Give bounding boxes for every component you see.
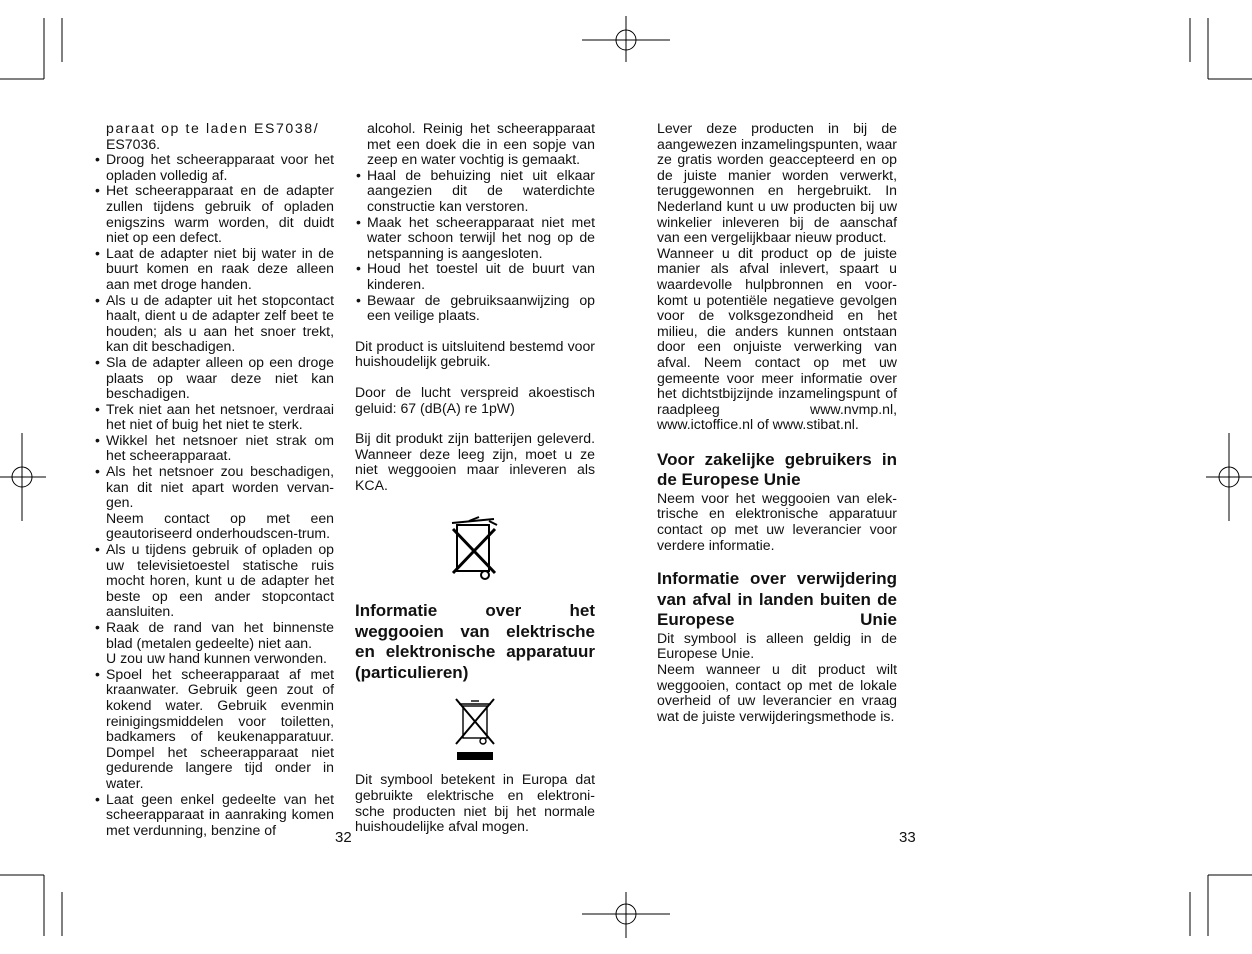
list-item: • Sla de adapter alleen op een droge plaats op waar deze niet kan beschadigen. (94, 355, 334, 402)
business-heading: Voor zakelijke gebruikers in de Europese Unie (657, 449, 897, 490)
crossed-out-wheelie-bin-with-bar-icon (453, 696, 497, 762)
page-number-left: 32 (335, 829, 352, 846)
page-number-right: 33 (899, 829, 916, 846)
list-item: • Haal de behuizing niet uit elkaar aangezien dit de waterdichte constructie kan verstoren. (355, 168, 595, 215)
battery-paragraph: Bij dit produkt zijn batterijen geleverd. Wanneer deze leeg zijn, moet u ze niet weggooien maar inleveren als KCA. (355, 430, 595, 493)
right-column (657, 121, 897, 724)
list-item: • Droog het scheerapparaat voor het opladen volledig af. (94, 152, 334, 183)
list-item-extra: U zou uw hand kunnen verwonden. (106, 650, 327, 667)
symbol-paragraph: Dit symbool betekent in Europa dat gebruikte elektrische en elektroni-sche producten niet bij het normale huishoudelijke afval mogen. (355, 771, 595, 835)
middle-column (355, 121, 595, 835)
noise-paragraph: Door de lucht verspreid akoestisch geluid: 67 (dB(A) re 1pW) (355, 383, 595, 416)
safety-list (94, 152, 334, 838)
continuation-paragraph: alcohol. Reinig het scheerapparaat met een doek die in een sopje van zeep en water vochtig is gemaakt. (367, 120, 595, 168)
crossed-out-wheelie-bin-icon (449, 515, 501, 583)
list-item (94, 620, 334, 667)
continuation-line: paraat op te laden ES7038/ (106, 120, 320, 136)
outside-eu-paragraph: Dit symbool is alleen geldig in de Europese Unie. (657, 629, 897, 662)
list-item: • Trek niet aan het netsnoer, verdraai het niet of buig het niet te sterk. (94, 402, 334, 433)
return-paragraph: Lever deze producten in bij de aangewezen inzamelingspunten, waar ze gratis worden geaccepteerd en op de juiste manier worden verwerkt, teruggewonnen en hergebruikt. In Nederland kunt u uw producten bij uw winkelier inleveren bij de aanschaf van een vergelijkbaar nieuw product. (657, 120, 897, 246)
list-item: • Laat de adapter niet bij water in de buurt komen en raak deze alleen aan met droge handen. (94, 246, 334, 293)
usage-paragraph: Dit product is uitsluitend bestemd voor huishoudelijk gebruik. (355, 337, 595, 370)
outside-eu-paragraph: Neem wanneer u dit product wilt weggooien, contact op met de lokale overheid of uw leverancier en vraag wat de juiste verwijderingsmethode is. (657, 660, 897, 724)
outside-eu-heading: Informatie over verwijdering van afval in landen buiten de Europese Unie (657, 569, 897, 630)
list-item: • Wikkel het netsnoer niet strak om het scheerapparaat. (94, 433, 334, 464)
list-item: • Het scheerapparaat en de adapter zullen tijdens gebruik of opladen enigszins warm worden, dit duidt niet op een defect. (94, 183, 334, 245)
list-item: • Spoel het scheerapparaat af met kraanwater. Gebruik geen zout of kokend water. Gebruik evenmin reinigingsmiddelen voor toiletten, badkamers of keukenapparatuur. Dompel het scheerapparaat niet gedurende langere tijd onder in water. (94, 667, 334, 792)
list-item: • Laat geen enkel gedeelte van het scheerapparaat in aanraking komen met verdunning, benzine of (94, 792, 334, 839)
list-item-text: Als het netsnoer zou beschadigen, kan dit niet apart worden vervan-gen. (106, 463, 334, 511)
list-item: • Als u de adapter uit het stopcontact haalt, dient u de adapter zelf beet te houden; als u aan het snoer trekt, kan dit beschadigen. (94, 293, 334, 355)
weee-heading: Informatie over het weggooien van elektrische en elektronische apparatuur (particulieren) (355, 601, 595, 682)
list-item: • Maak het scheerapparaat niet met water schoon terwijl het nog op de netspanning is aangesloten. (355, 215, 595, 262)
list-item: • Houd het toestel uit de buurt van kinderen. (355, 261, 595, 292)
list-item-extra: Neem contact op met een geautoriseerd onderhoudscen-trum. (106, 509, 334, 542)
safety-list (355, 168, 595, 324)
disposal-paragraph: Wanneer u dit product op de juiste manier als afval inlevert, spaart u waardevolle hulpbronnen en voor-komt u potentiële negatieve gevolgen voor de volksgezondheid en het milieu, die anders kunnen ontstaan door een onjuiste verwerking van afval. Neem contact op met uw gemeente voor meer informatie over het dichtstbijzijnde inzamelingspunt of raadpleeg www.nvmp.nl, www.ictoffice.nl of www.stibat.nl. (657, 244, 897, 433)
left-column (94, 121, 334, 838)
continuation-line: ES7036. (106, 135, 161, 152)
list-item: • Als u tijdens gebruik of opladen op uw televisietoestel statische ruis mocht horen, kunt u de adapter het beste op een ander stopcontact aansluiten. (94, 542, 334, 620)
list-item-text: Raak de rand van het binnenste blad (metalen gedeelte) niet aan. (106, 619, 334, 651)
list-item (94, 464, 334, 542)
list-item: • Bewaar de gebruiksaanwijzing op een veilige plaats. (355, 293, 595, 324)
business-paragraph: Neem voor het weggooien van elek-trische en elektronische apparatuur contact op met uw leverancier voor verdere informatie. (657, 489, 897, 553)
